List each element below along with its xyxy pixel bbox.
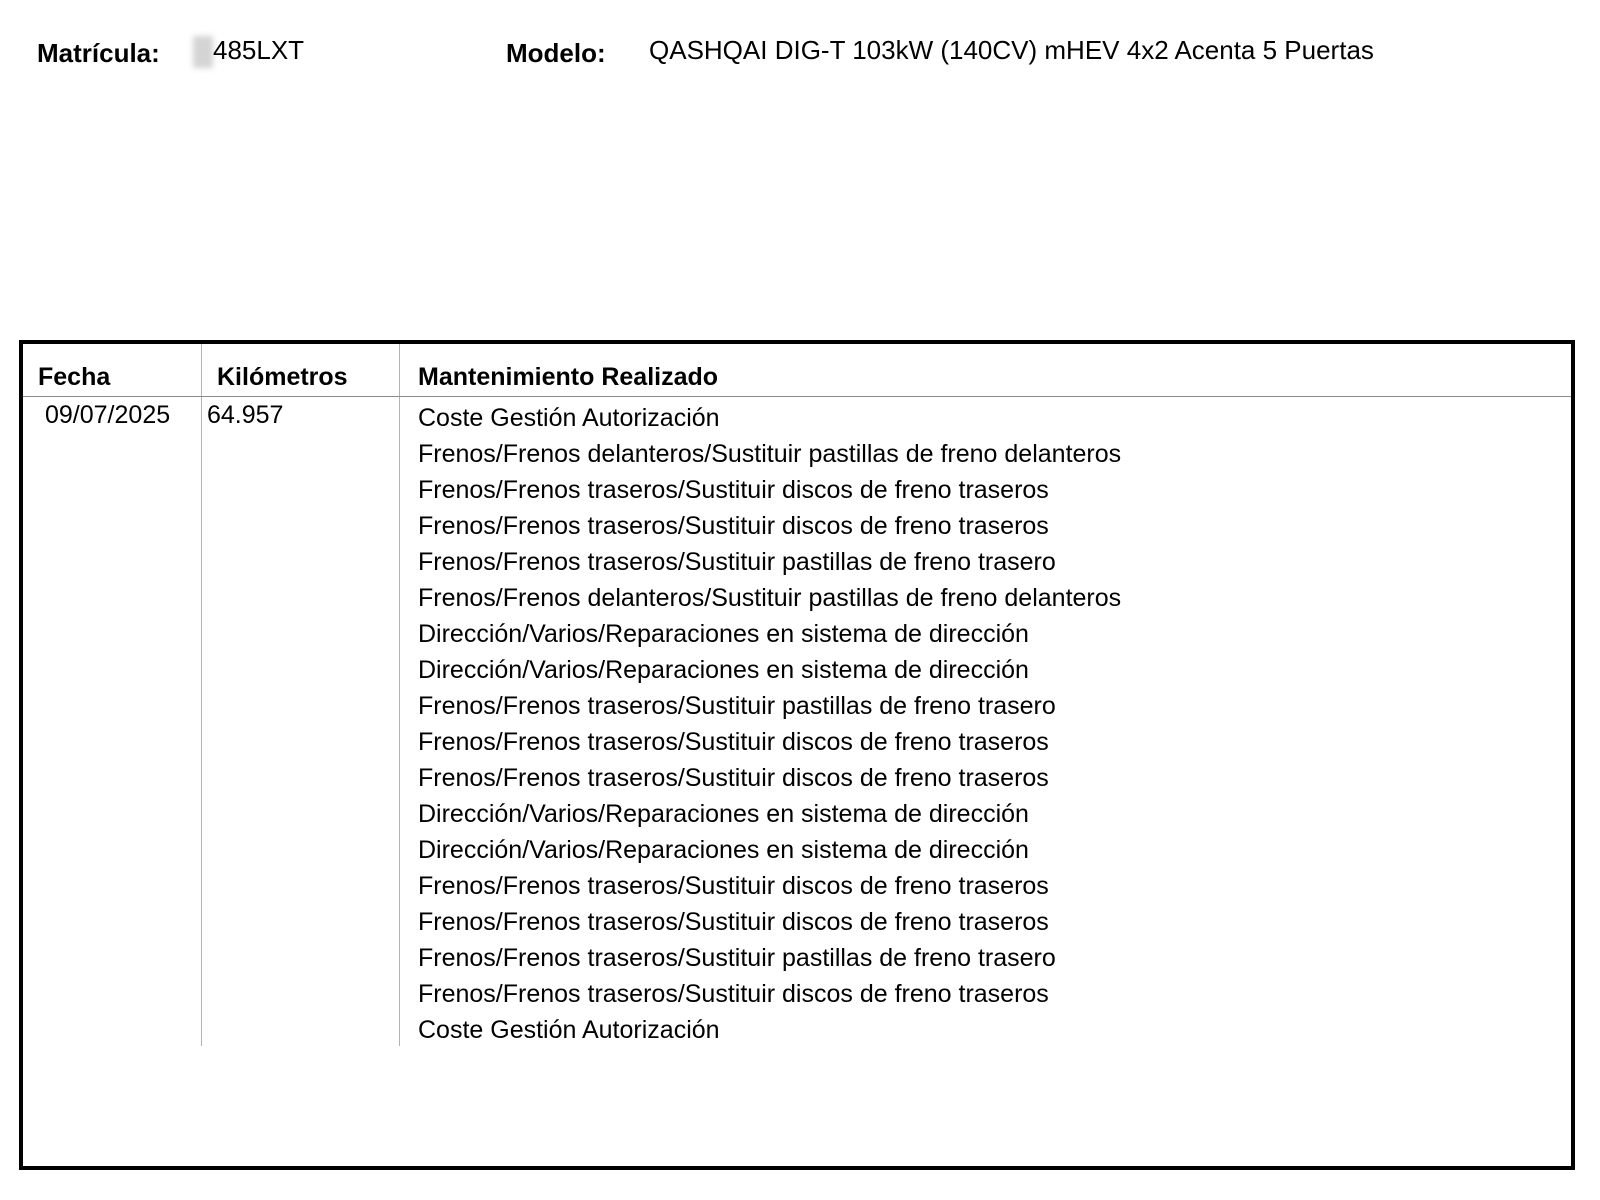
maintenance-item: Coste Gestión Autorización (418, 1016, 720, 1044)
maintenance-items-list (418, 400, 1121, 1048)
header-rule (23, 396, 1571, 397)
maintenance-item: Frenos/Frenos traseros/Sustituir discos de freno traseros (418, 908, 1049, 936)
model-label: Modelo: (506, 38, 606, 68)
maintenance-item: Frenos/Frenos traseros/Sustituir discos de freno traseros (418, 512, 1049, 540)
column-header-kilometros: Kilómetros (217, 363, 348, 391)
plate-label: Matrícula: (37, 38, 160, 68)
row-fecha: 09/07/2025 (45, 401, 171, 429)
column-header-mantenimiento: Mantenimiento Realizado (418, 363, 719, 391)
row-kilometros: 64.957 (207, 401, 284, 429)
maintenance-item: Dirección/Varios/Reparaciones en sistema de dirección (418, 620, 1029, 648)
maintenance-item: Frenos/Frenos traseros/Sustituir discos de freno traseros (418, 980, 1049, 1008)
column-divider-fecha (201, 344, 202, 1046)
maintenance-item: Dirección/Varios/Reparaciones en sistema de dirección (418, 800, 1029, 828)
column-header-fecha: Fecha (38, 363, 111, 391)
maintenance-item: Frenos/Frenos traseros/Sustituir discos de freno traseros (418, 872, 1049, 900)
model-value: QASHQAI DIG-T 103kW (140CV) mHEV 4x2 Acenta 5 Puertas (649, 35, 1374, 65)
plate-value: 485LXT (213, 35, 305, 65)
maintenance-table (19, 340, 1575, 1170)
maintenance-item: Dirección/Varios/Reparaciones en sistema de dirección (418, 836, 1029, 864)
maintenance-item: Frenos/Frenos traseros/Sustituir discos de freno traseros (418, 728, 1049, 756)
column-divider-km (399, 344, 400, 1046)
maintenance-item: Frenos/Frenos traseros/Sustituir pastillas de freno trasero (418, 548, 1056, 576)
maintenance-item: Frenos/Frenos delanteros/Sustituir pastillas de freno delanteros (418, 584, 1122, 612)
maintenance-item: Dirección/Varios/Reparaciones en sistema de dirección (418, 656, 1029, 684)
maintenance-item: Coste Gestión Autorización (418, 404, 720, 432)
maintenance-item: Frenos/Frenos traseros/Sustituir discos de freno traseros (418, 476, 1049, 504)
maintenance-item: Frenos/Frenos traseros/Sustituir pastillas de freno trasero (418, 692, 1056, 720)
maintenance-item: Frenos/Frenos delanteros/Sustituir pastillas de freno delanteros (418, 440, 1122, 468)
maintenance-item: Frenos/Frenos traseros/Sustituir pastillas de freno trasero (418, 944, 1056, 972)
plate-redaction (193, 36, 213, 68)
maintenance-item: Frenos/Frenos traseros/Sustituir discos de freno traseros (418, 764, 1049, 792)
